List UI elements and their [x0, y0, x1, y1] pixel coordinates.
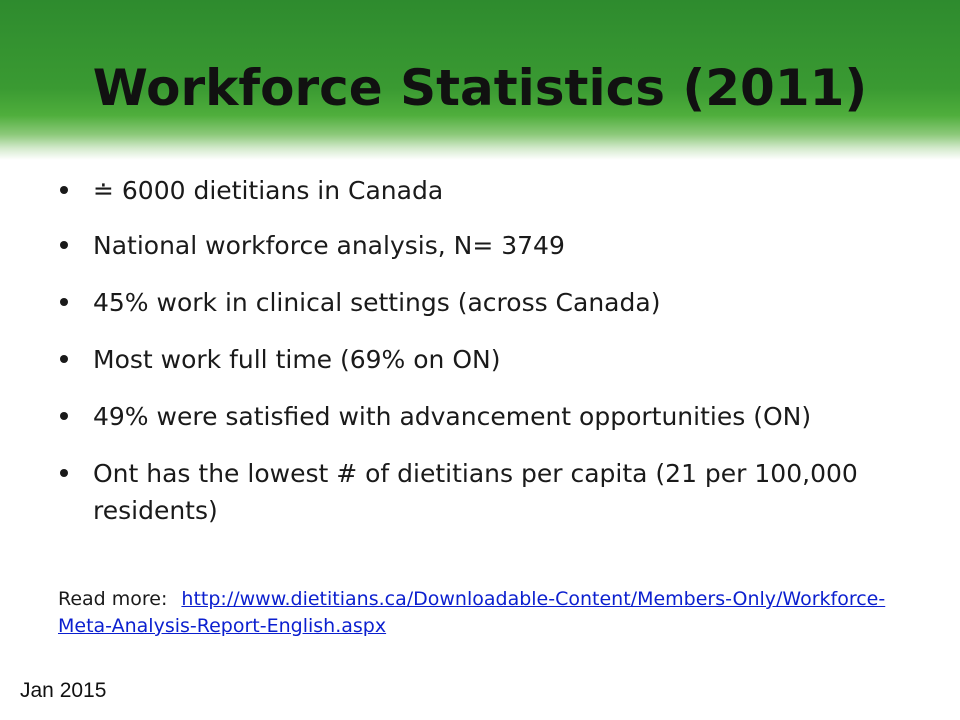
- read-more: [58, 586, 918, 640]
- footer-date: Jan 2015: [20, 679, 107, 702]
- bullet-item: [58, 455, 898, 529]
- bullet-dot-icon: [60, 412, 68, 420]
- read-more-label: Read more:: [58, 588, 168, 610]
- bullet-text: 49% were satisfied with advancement opportunities (ON): [93, 402, 812, 431]
- bullet-item: [58, 398, 898, 435]
- bullet-dot-icon: [60, 241, 68, 249]
- report-link[interactable]: http://www.dietitians.ca/Downloadable-Content/Members-Only/Workforce-Meta-Analysis-Report-English.aspx: [58, 588, 886, 637]
- bullet-text: National workforce analysis, N= 3749: [93, 231, 565, 260]
- bullet-text: 45% work in clinical settings (across Canada): [93, 288, 661, 317]
- bullet-text: ≐ 6000 dietitians in Canada: [93, 176, 444, 205]
- bullet-item: [58, 227, 898, 264]
- bullet-text: Ont has the lowest # of dietitians per capita (21 per 100,000 residents): [93, 459, 858, 525]
- bullet-list: [58, 172, 898, 549]
- bullet-text: Most work full time (69% on ON): [93, 345, 501, 374]
- bullet-item: [58, 284, 898, 321]
- bullet-dot-icon: [60, 469, 68, 477]
- bullet-dot-icon: [60, 186, 68, 194]
- bullet-dot-icon: [60, 355, 68, 363]
- slide-title: Workforce Statistics (2011): [92, 59, 868, 117]
- bullet-dot-icon: [60, 298, 68, 306]
- bullet-item: [58, 172, 898, 209]
- bullet-item: [58, 341, 898, 378]
